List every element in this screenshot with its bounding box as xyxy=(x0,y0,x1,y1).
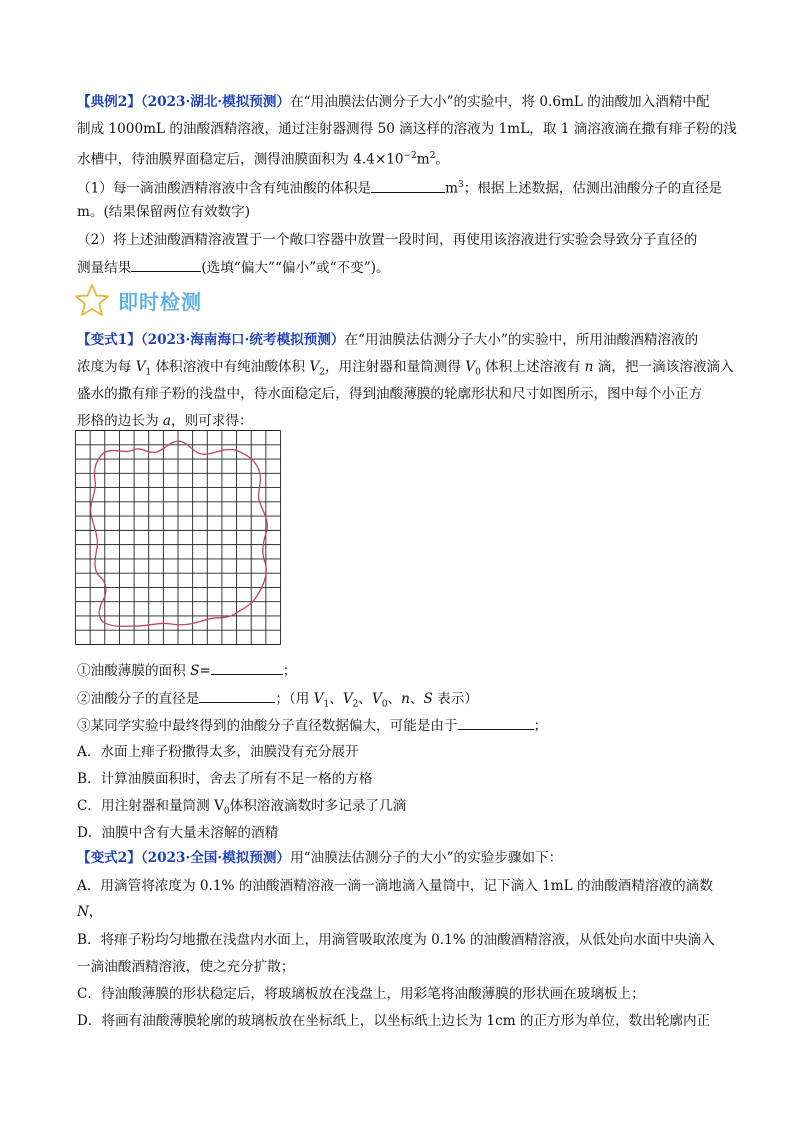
star-icon xyxy=(74,283,110,317)
example2-tag: 【典例2】 xyxy=(77,94,141,110)
example2-line1: 【典例2】（2023·湖北·模拟预测）在“用油膜法估测分子大小”的实验中，将 0.6mL 的油酸加入酒精中配 xyxy=(77,94,710,110)
variant1-line3: 盛水的撒有痱子粉的浅盘中，待水面稳定后，得到油酸薄膜的轮廓形状和尺寸如图所示，图中每个小正方 xyxy=(77,386,703,402)
answer-blank[interactable] xyxy=(211,660,283,675)
option-c: C．用注射器和量筒测 $V_0$体积溶液滴数时多记录了几滴 xyxy=(77,798,407,817)
step-b-line2: 一滴油酸酒精溶液，使之充分扩散； xyxy=(77,959,295,975)
variant2-source: （2023·全国·模拟预测） xyxy=(140,850,291,866)
step-a-line2: N， xyxy=(77,904,103,920)
example2-q2-line2: 测量结果 (选填“偏大”“偏小”或“不变”)。 xyxy=(77,257,390,278)
example2-q2-line1: （2）将上述油酸酒精溶液置于一个敞口容器中放置一段时间，再使用该溶液进行实验会导致分子直径的 xyxy=(77,232,698,248)
answer-blank[interactable] xyxy=(371,178,445,193)
step-d: D．将画有油酸薄膜轮廓的玻璃板放在坐标纸上，以坐标纸上边长为 1cm 的正方形为单位，数出轮廓内正 xyxy=(77,1013,711,1029)
example2-line2: 制成 1000mL 的油酸酒精溶液，通过注射器测得 50 滴这样的溶液为 1mL，取 1 滴溶液滴在撒有痱子粉的浅 xyxy=(77,121,737,137)
oil-film-outline xyxy=(91,441,268,626)
step-a-line1: A．用滴管将浓度为 0.1% 的油酸酒精溶液一滴一滴地滴入量筒中，记下滴入 1mL 的油酸酒精溶液的滴数 xyxy=(77,878,713,894)
option-d: D．油膜中含有大量未溶解的酒精 xyxy=(77,825,279,841)
answer-blank[interactable] xyxy=(199,688,275,703)
variant1-s2: ②油酸分子的直径是 ；（用 $V_1$、$V_2$、$V_0$、n、S 表示） xyxy=(77,688,478,715)
option-b: B．计算油膜面积时，舍去了所有不足一格的方格 xyxy=(77,771,373,787)
option-a: A．水面上痱子粉撒得太多，油膜没有充分展开 xyxy=(77,744,359,760)
variant1-line4: 形格的边长为 a，则可求得： xyxy=(77,413,253,429)
variant2-tag: 【变式2】 xyxy=(77,850,141,866)
step-b-line1: B．将痱子粉均匀地撒在浅盘内水面上，用滴管吸取浓度为 0.1% 的油酸酒精溶液，从低处向水面中央滴入 xyxy=(77,932,715,948)
variant1-source: （2023·海南海口·统考模拟预测） xyxy=(140,332,345,348)
oil-film-grid-figure xyxy=(75,430,282,646)
example2-source: （2023·湖北·模拟预测） xyxy=(140,94,291,110)
example2-q1: （1）每一滴油酸酒精溶液中含有纯油酸的体积是 $m^3$；根据上述数据，估测出油酸分子的直径是 xyxy=(77,175,722,199)
example2-line3: 水槽中，待油膜界面稳定后，测得油膜面积为 $4.4\times 10^{-2}m^2$。 xyxy=(77,151,450,168)
section-title: 即时检测 xyxy=(118,290,202,314)
variant1-s1: ①油酸薄膜的面积 S= ； xyxy=(77,660,296,681)
answer-blank[interactable] xyxy=(131,257,201,272)
example2-q1-line2: m。(结果保留两位有效数字) xyxy=(77,204,251,220)
variant2-line1: 【变式2】（2023·全国·模拟预测）用“油膜法估测分子的大小”的实验步骤如下： xyxy=(77,850,563,866)
variant1-line2: 浓度为每 $V_1$ 体积溶液中有纯油酸体积 $V_2$，用注射器和量筒测得 $V_0$ 体积上述溶液有 n 滴，把一滴该溶液滴入 xyxy=(77,359,734,378)
variant1-line1: 【变式1】（2023·海南海口·统考模拟预测）在“用油膜法估测分子大小”的实验中，所用油酸酒精溶液的 xyxy=(77,332,699,348)
step-c: C．待油酸薄膜的形状稳定后，将玻璃板放在浅盘上，用彩笔将油酸薄膜的形状画在玻璃板上； xyxy=(77,986,645,1002)
variant1-tag: 【变式1】 xyxy=(77,332,141,348)
grid-lines xyxy=(76,431,281,645)
section-banner xyxy=(74,283,254,317)
answer-blank[interactable] xyxy=(458,715,534,730)
variant1-s3: ③某同学实验中最终得到的油酸分子直径数据偏大，可能是由于 ； xyxy=(77,715,547,736)
